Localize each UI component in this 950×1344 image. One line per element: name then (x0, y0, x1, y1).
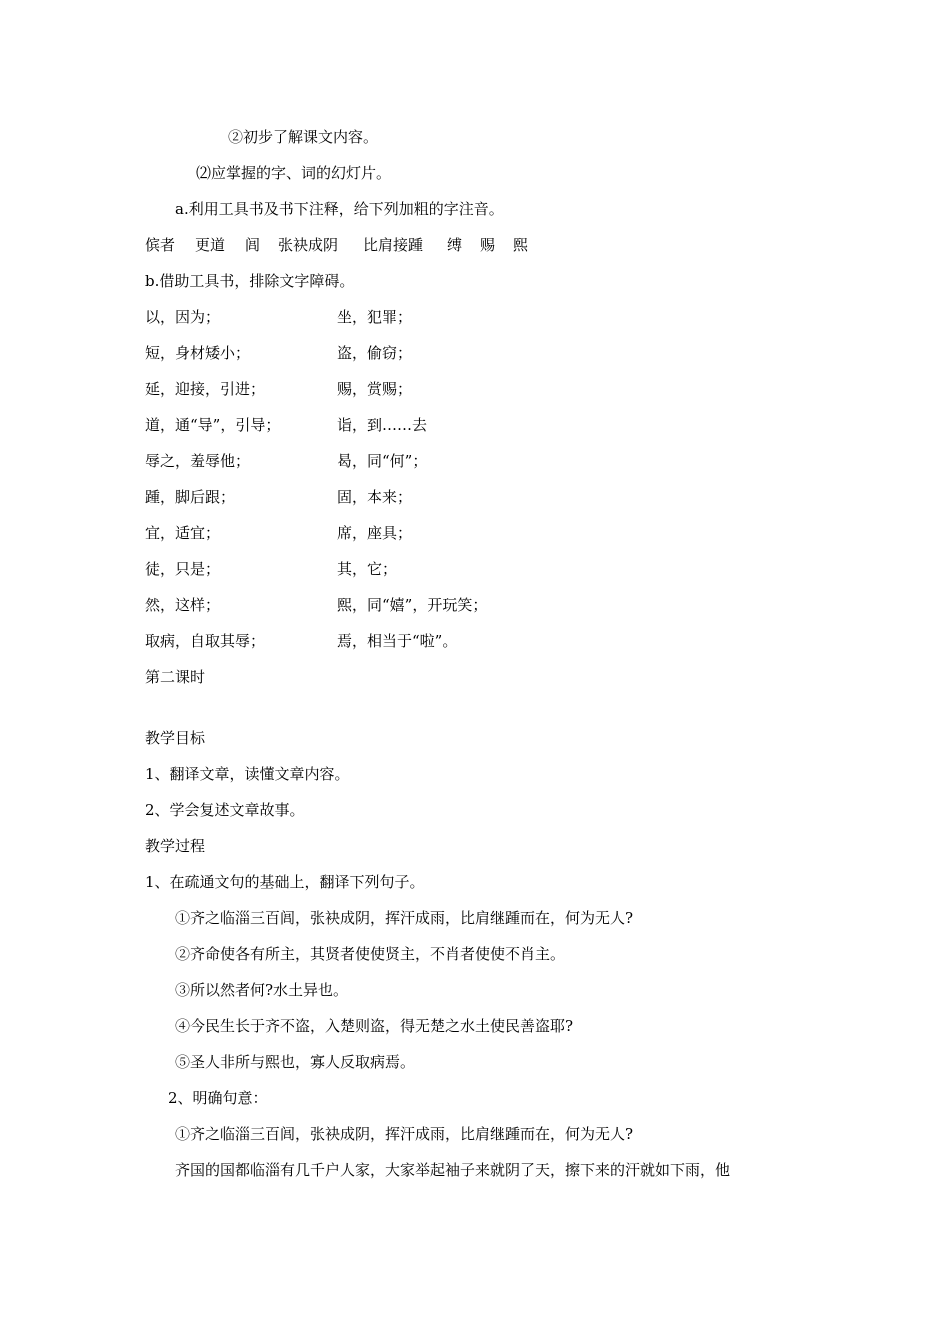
word-item: 更道 (195, 236, 226, 254)
vocab-right: 熙，同“嬉”，开玩笑； (337, 596, 488, 614)
vocab-left: 以，因为； (145, 308, 221, 326)
process-step: 2、明确句意： (168, 1089, 268, 1107)
vocab-right: 曷，同“何”； (337, 452, 428, 470)
vocab-row (0, 415, 950, 435)
vocab-row (0, 631, 950, 651)
word-item: 赐 (480, 236, 496, 254)
sentence-item: ②齐命使各有所主，其贤者使使贤主，不肖者使使不肖主。 (175, 945, 566, 963)
vocab-right: 盗，偷窃； (337, 344, 413, 362)
sentence-item: ⑤圣人非所与熙也，寡人反取病焉。 (175, 1053, 416, 1071)
obstacle-instruction: b.借助工具书，排除文字障碍。 (145, 272, 355, 290)
word-item: 张袂成阴 (278, 236, 339, 254)
sentence-item: ①齐之临淄三百闾，张袂成阴，挥汗成雨，比肩继踵而在，何为无人? (175, 1125, 634, 1143)
vocab-left: 宜，适宜； (145, 524, 221, 542)
vocab-row (0, 307, 950, 327)
vocab-right: 赐，赏赐； (337, 380, 413, 398)
goal-item: 2、学会复述文章故事。 (145, 801, 305, 819)
pinyin-instruction: a.利用工具书及书下注释，给下列加粗的字注音。 (175, 200, 504, 218)
vocab-left: 短，身材矮小； (145, 344, 251, 362)
vocab-right: 席，座具； (337, 524, 413, 542)
vocab-right: 焉，相当于“啦”。 (337, 632, 458, 650)
vocab-row (0, 343, 950, 363)
vocab-row (0, 379, 950, 399)
goals-heading: 教学目标 (145, 729, 206, 747)
vocab-row (0, 451, 950, 471)
vocab-right: 坐，犯罪； (337, 308, 413, 326)
process-heading: 教学过程 (145, 837, 206, 855)
vocab-left: 辱之，羞辱他； (145, 452, 251, 470)
process-step: 1、在疏通文句的基础上，翻译下列句子。 (145, 873, 425, 891)
goal-item: 1、翻译文章，读懂文章内容。 (145, 765, 350, 783)
word-item: 闾 (245, 236, 261, 254)
vocab-left: 道，通“导”，引导； (145, 416, 281, 434)
sentence-item: ③所以然者何?水土异也。 (175, 981, 349, 999)
word-item: 缚 (447, 236, 463, 254)
word-item: 熙 (513, 236, 529, 254)
vocab-left: 取病，自取其辱； (145, 632, 266, 650)
vocab-left: 徒，只是； (145, 560, 221, 578)
objective-line-2: ②初步了解课文内容。 (228, 128, 379, 146)
word-item: 傧者 (145, 236, 176, 254)
vocab-row (0, 487, 950, 507)
sentence-item: ④今民生长于齐不盗，入楚则盗，得无楚之水土使民善盗耶? (175, 1017, 574, 1035)
vocab-row (0, 523, 950, 543)
translation-text: 齐国的国都临淄有几千户人家，大家举起袖子来就阴了天，擦下来的汗就如下雨，他 (175, 1161, 731, 1179)
vocab-left: 然，这样； (145, 596, 221, 614)
section-title: 第二课时 (145, 668, 206, 686)
word-list (0, 235, 950, 255)
vocab-right: 固，本来； (337, 488, 413, 506)
vocab-left: 延，迎接，引进； (145, 380, 266, 398)
word-item: 比肩接踵 (363, 236, 424, 254)
sentence-item: ①齐之临淄三百闾，张袂成阴，挥汗成雨，比肩继踵而在，何为无人? (175, 909, 634, 927)
vocab-right: 诣，到……去 (337, 416, 428, 434)
slides-heading: ⑵应掌握的字、词的幻灯片。 (196, 164, 392, 182)
vocab-row (0, 559, 950, 579)
vocab-left: 踵，脚后跟； (145, 488, 236, 506)
vocab-row (0, 595, 950, 615)
vocab-right: 其，它； (337, 560, 398, 578)
